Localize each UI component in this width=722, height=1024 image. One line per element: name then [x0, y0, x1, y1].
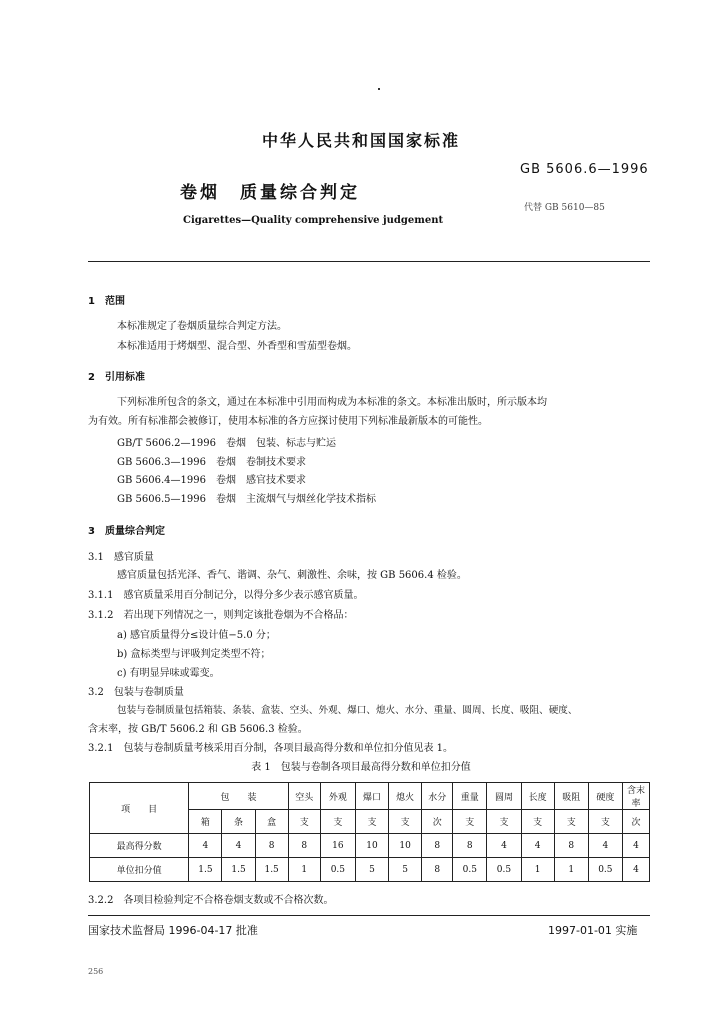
table-cell: 1.5	[255, 858, 288, 882]
table-caption: 表 1 包装与卷制各项目最高得分数和单位扣分值	[251, 762, 471, 773]
header-rule	[88, 261, 650, 262]
item-header: 项 目	[90, 783, 189, 834]
table-cell: 10	[389, 834, 422, 858]
table-cell: 0.5	[453, 858, 487, 882]
table-cell: 4	[189, 834, 222, 858]
standard-number: GB 5606.6—1996	[520, 162, 649, 177]
speck	[378, 88, 380, 90]
table-cell: 4	[622, 834, 649, 858]
column-header: 圆周	[487, 783, 521, 810]
footer-rule	[88, 915, 650, 916]
list-item-c: c) 有明显异味或霉变。	[117, 668, 220, 679]
table-header-row	[90, 783, 650, 810]
section-3-2-heading: 3.2 包装与卷制质量	[88, 687, 184, 698]
table-cell: 8	[288, 834, 320, 858]
unit-cell: 支	[355, 810, 388, 834]
section-1-para-2: 本标准适用于烤烟型、混合型、外香型和雪茄型卷烟。	[117, 341, 357, 352]
section-3-1-heading: 3.1 感官质量	[88, 552, 154, 563]
table-cell: 4	[622, 858, 649, 882]
table-cell: 1	[288, 858, 320, 882]
reference-item: GB/T 5606.2—1996 卷烟 包装、标志与贮运	[117, 438, 336, 449]
section-3-heading: 3 质量综合判定	[88, 526, 165, 537]
section-2-heading: 2 引用标准	[88, 372, 145, 383]
reference-item: GB 5606.5—1996 卷烟 主流烟气与烟丝化学技术指标	[117, 494, 376, 505]
table-cell: 4	[588, 834, 622, 858]
scoring-table	[89, 782, 650, 882]
page-number: 256	[88, 967, 104, 976]
table-cell: 8	[422, 834, 453, 858]
table-cell: 4	[222, 834, 255, 858]
list-item-a: a) 感官质量得分≤设计值−5.0 分；	[117, 630, 276, 641]
packaging-group-header: 包 装	[189, 783, 288, 810]
section-1-heading: 1 范围	[88, 296, 125, 307]
issuer-approval: 国家技术监督局 1996-04-17 批准	[88, 924, 258, 937]
section-2-para-line-2: 为有效。所有标准都会被修订，使用本标准的各方应探讨使用下列标准最新版本的可能性。	[88, 416, 488, 427]
unit-cell: 支	[389, 810, 422, 834]
column-header: 爆口	[355, 783, 388, 810]
unit-cell: 支	[288, 810, 320, 834]
table-cell: 8	[554, 834, 588, 858]
row-label: 最高得分数	[90, 834, 189, 858]
table-cell: 10	[355, 834, 388, 858]
english-title: Cigarettes—Quality comprehensive judgement	[183, 215, 444, 226]
column-header: 外观	[320, 783, 355, 810]
packaging-subheader: 盒	[255, 810, 288, 834]
column-header: 含末率	[622, 783, 649, 810]
table-cell: 8	[255, 834, 288, 858]
effective-date: 1997-01-01 实施	[548, 924, 638, 937]
section-3-1-para: 感官质量包括光泽、香气、谐调、杂气、刺激性、余味，按 GB 5606.4 检验。	[117, 570, 467, 581]
column-header: 重量	[453, 783, 487, 810]
section-3-1-2: 3.1.2 若出现下列情况之一，则判定该批卷烟为不合格品：	[88, 610, 354, 621]
section-3-2-para-line-2: 含末率，按 GB/T 5606.2 和 GB 5606.3 检验。	[88, 724, 308, 735]
table-cell: 1	[521, 858, 554, 882]
column-header: 熄火	[389, 783, 422, 810]
document-title: 卷烟 质量综合判定	[180, 183, 360, 203]
table-row	[90, 834, 650, 858]
section-1-para-1: 本标准规定了卷烟质量综合判定方法。	[117, 321, 287, 332]
table-cell: 8	[422, 858, 453, 882]
section-3-2-2: 3.2.2 各项目检验判定不合格卷烟支数或不合格次数。	[88, 895, 334, 906]
list-item-b: b) 盒标类型与评吸判定类型不符；	[117, 649, 271, 660]
packaging-subheader: 箱	[189, 810, 222, 834]
section-3-2-1: 3.2.1 包装与卷制质量考核采用百分制，各项目最高得分数和单位扣分值见表 1。	[88, 743, 453, 754]
section-3-1-1: 3.1.1 感官质量采用百分制记分，以得分多少表示感官质量。	[88, 590, 364, 601]
reference-item: GB 5606.3—1996 卷烟 卷制技术要求	[117, 457, 306, 468]
unit-cell: 支	[521, 810, 554, 834]
column-header: 空头	[288, 783, 320, 810]
table-cell: 4	[521, 834, 554, 858]
table-cell: 0.5	[487, 858, 521, 882]
unit-cell: 支	[588, 810, 622, 834]
table-cell: 5	[389, 858, 422, 882]
row-label: 单位扣分值	[90, 858, 189, 882]
section-3-2-para-line-1: 包装与卷制质量包括箱装、条装、盒装、空头、外观、爆口、熄火、水分、重量、圆周、长度、吸阻、硬度、	[117, 705, 578, 716]
table-cell: 1.5	[222, 858, 255, 882]
table-cell: 0.5	[588, 858, 622, 882]
table-cell: 1	[554, 858, 588, 882]
table-cell: 4	[487, 834, 521, 858]
table-cell: 0.5	[320, 858, 355, 882]
unit-cell: 支	[453, 810, 487, 834]
column-header: 硬度	[588, 783, 622, 810]
supersedes-note: 代替 GB 5610—85	[524, 203, 605, 213]
column-header: 长度	[521, 783, 554, 810]
table-cell: 16	[320, 834, 355, 858]
unit-cell: 支	[320, 810, 355, 834]
unit-cell: 次	[622, 810, 649, 834]
column-header: 吸阻	[554, 783, 588, 810]
unit-cell: 支	[554, 810, 588, 834]
column-header: 水分	[422, 783, 453, 810]
table-row	[90, 858, 650, 882]
table-cell: 5	[355, 858, 388, 882]
standard-title: 中华人民共和国国家标准	[261, 131, 460, 150]
packaging-subheader: 条	[222, 810, 255, 834]
unit-cell: 次	[422, 810, 453, 834]
table-cell: 8	[453, 834, 487, 858]
unit-cell: 支	[487, 810, 521, 834]
reference-item: GB 5606.4—1996 卷烟 感官技术要求	[117, 475, 306, 486]
table-cell: 1.5	[189, 858, 222, 882]
section-2-para-line-1: 下列标准所包含的条文，通过在本标准中引用而构成为本标准的条文。本标准出版时，所示版本均	[117, 397, 547, 408]
